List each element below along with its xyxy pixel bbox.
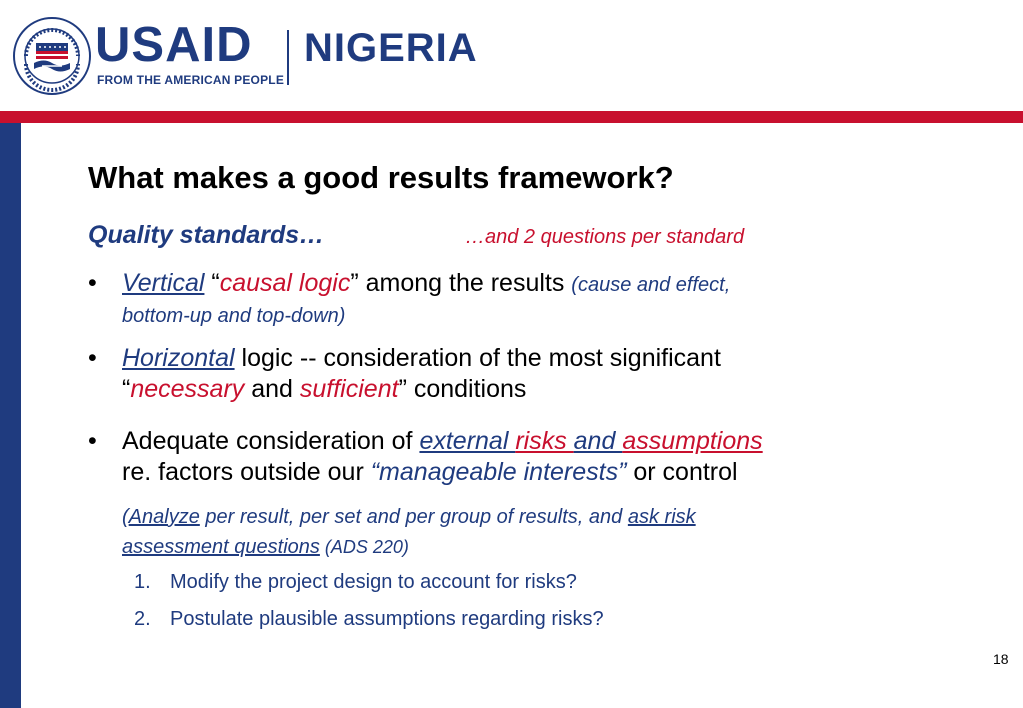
bullet-3-part14: (ADS 220) bbox=[319, 537, 409, 557]
bullet-3-part2: external bbox=[419, 427, 516, 455]
bullet-2 bbox=[122, 343, 942, 405]
numbered-item-1-text: Modify the project design to account for risks? bbox=[170, 571, 577, 593]
left-blue-bar bbox=[0, 123, 21, 708]
bullet-3-part11: per result, per set and per group of results, and bbox=[199, 506, 628, 528]
bullet-1-part1: Vertical bbox=[122, 269, 205, 297]
tagline: FROM THE AMERICAN PEOPLE bbox=[97, 73, 285, 87]
bullet-3-part5: assumptions bbox=[622, 427, 763, 455]
brand-text: USAID bbox=[95, 18, 253, 72]
bullet-3-part6: re. factors outside our bbox=[122, 458, 371, 486]
numbered-item-2-text: Postulate plausible assumptions regarding risks? bbox=[170, 608, 604, 630]
bullet-1-part4: ” among the results bbox=[350, 269, 572, 297]
usaid-seal-icon bbox=[12, 16, 92, 96]
bullet-3-part10: Analyze bbox=[128, 506, 200, 528]
numbered-item-2 bbox=[134, 608, 604, 631]
numbered-item-1 bbox=[134, 571, 577, 594]
bullet-3-note bbox=[122, 502, 942, 562]
bullet-2-part3: “ bbox=[122, 375, 131, 403]
bullet-1-glyph: • bbox=[88, 269, 97, 297]
bullet-3-glyph: • bbox=[88, 427, 97, 455]
bullet-3-part8: or control bbox=[626, 458, 738, 486]
bullet-2-part1: Horizontal bbox=[122, 344, 235, 372]
bullet-3-part4: and bbox=[573, 427, 623, 455]
usaid-wordmark bbox=[95, 17, 252, 73]
numbered-item-1-num: 1. bbox=[134, 571, 151, 593]
bullet-3 bbox=[122, 426, 942, 488]
bullet-3-part1: Adequate consideration of bbox=[122, 427, 420, 455]
bullet-2-part7: ” conditions bbox=[398, 375, 527, 403]
header bbox=[0, 0, 1023, 112]
bullet-1-part3: causal logic bbox=[219, 269, 351, 297]
bullet-3-part9: ( bbox=[122, 506, 129, 528]
bullet-1-part2: “ bbox=[204, 269, 220, 297]
numbered-item-2-num: 2. bbox=[134, 608, 151, 630]
header-red-bar bbox=[0, 111, 1023, 123]
bullet-2-part5: and bbox=[244, 375, 300, 403]
bullet-1-part6: bottom-up and top-down) bbox=[122, 305, 346, 327]
bullet-3-part7: “manageable interests” bbox=[370, 458, 627, 486]
bullet-2-glyph: • bbox=[88, 344, 97, 372]
subheading-right: …and 2 questions per standard bbox=[465, 226, 745, 248]
bullet-3-part13: assessment questions bbox=[122, 536, 320, 558]
page-number: 18 bbox=[993, 651, 1009, 667]
bullet-3-part12: ask risk bbox=[627, 506, 696, 528]
bullet-3-part3: risks bbox=[515, 427, 574, 455]
slide-title: What makes a good results framework? bbox=[88, 160, 674, 195]
bullet-1 bbox=[122, 268, 942, 330]
bullet-2-part2: logic -- consideration of the most significant bbox=[234, 344, 721, 372]
country-name: NIGERIA bbox=[304, 26, 478, 70]
logo-divider bbox=[287, 30, 289, 85]
bullet-2-part6: sufficient bbox=[299, 375, 399, 403]
subheading: Quality standards… bbox=[88, 221, 325, 249]
bullet-2-part4: necessary bbox=[130, 375, 245, 403]
bullet-1-part5: (cause and effect, bbox=[571, 274, 731, 296]
